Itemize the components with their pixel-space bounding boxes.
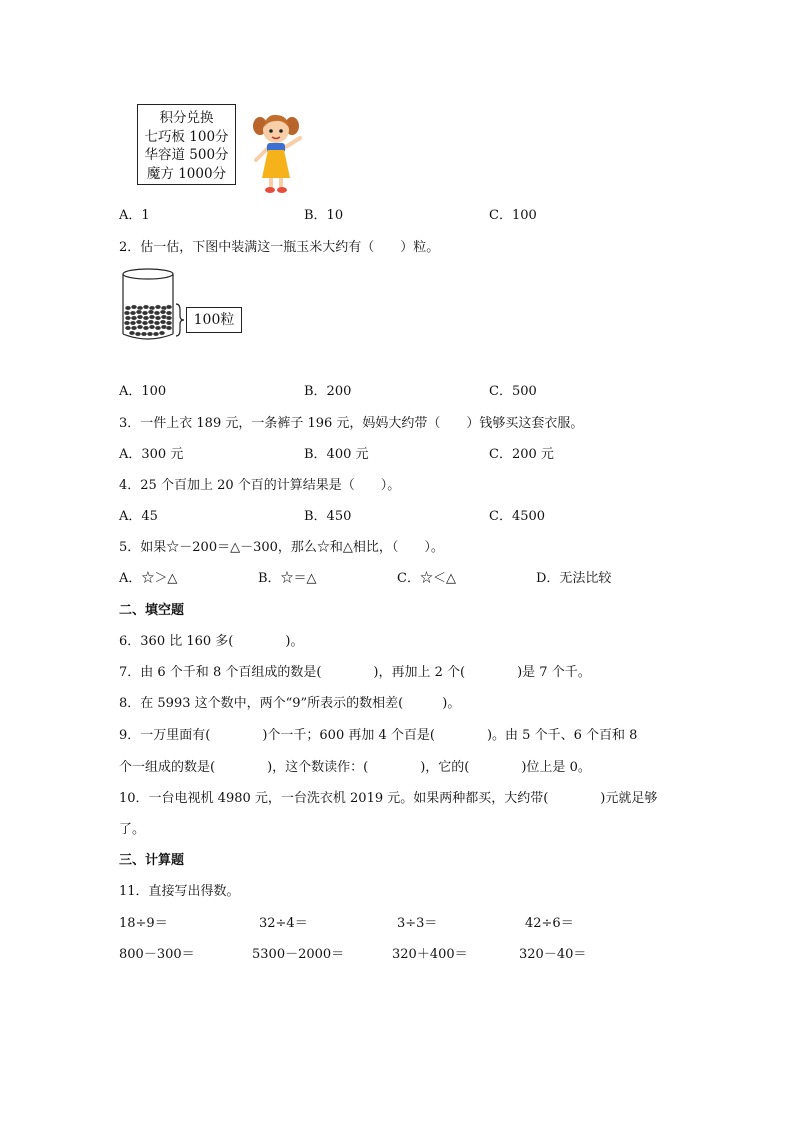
q5-option-d: D．无法比较: [536, 571, 612, 586]
q5-option-c: C．☆＜△: [397, 571, 456, 586]
q1-option-c: C．100: [489, 208, 537, 223]
q1-option-b: B．10: [304, 208, 344, 223]
q5-option-a: A．☆＞△: [119, 571, 178, 586]
section-heading-calculation: 三、计算题: [119, 853, 185, 868]
question-8: 8．在 5993 这个数中，两个“9”所表示的数相差( )。: [119, 696, 461, 711]
question-4: 4．25 个百加上 20 个百的计算结果是（ ）。: [119, 478, 401, 493]
jar-label: 100粒: [186, 307, 242, 333]
corn-jar-illustration: [118, 266, 188, 344]
question-7: 7．由 6 个千和 8 个百组成的数是( )，再加上 2 个( )是 7 个千。: [119, 665, 591, 680]
question-11: 11．直接写出得数。: [119, 884, 240, 899]
section-heading-fill-in: 二、填空题: [119, 603, 185, 618]
question-9-line-1: 9．一万里面有( )个一千；600 再加 4 个百是( )。由 5 个千、6 个百和 8: [119, 728, 638, 743]
question-3: 3．一件上衣 189 元，一条裤子 196 元，妈妈大约带（ ）钱够买这套衣服。: [119, 416, 584, 431]
girl-illustration: [248, 108, 308, 196]
exchange-title: 积分兑换: [159, 110, 214, 126]
q2-option-a: A．100: [119, 384, 167, 399]
calc-item: 5300－2000＝: [252, 947, 345, 962]
q1-option-a: A．1: [119, 208, 150, 223]
exchange-item: 魔方 1000分: [146, 165, 227, 182]
question-6: 6．360 比 160 多( )。: [119, 634, 304, 649]
question-9-line-2: 个一组成的数是( )，这个数读作：( )，它的( )位上是 0。: [119, 760, 591, 775]
calc-item: 32÷4＝: [259, 916, 308, 931]
q2-option-c: C．500: [489, 384, 537, 399]
calc-item: 320－40＝: [519, 947, 587, 962]
q2-option-b: B．200: [304, 384, 352, 399]
exchange-item: 七巧板 100分: [144, 128, 229, 145]
question-5: 5．如果☆－200＝△－300，那么☆和△相比，（ ）。: [119, 540, 444, 555]
calc-item: 800－300＝: [119, 947, 195, 962]
q3-option-a: A．300 元: [119, 447, 184, 462]
question-2: 2．估一估，下图中装满这一瓶玉米大约有（ ）粒。: [119, 240, 440, 255]
q4-option-b: B．450: [304, 509, 352, 524]
question-10-line-1: 10．一台电视机 4980 元，一台洗衣机 2019 元。如果两种都买，大约带( )元就足够: [119, 791, 658, 806]
q4-option-c: C．4500: [489, 509, 546, 524]
q3-option-c: C．200 元: [489, 447, 554, 462]
calc-item: 3÷3＝: [397, 916, 438, 931]
q5-option-b: B．☆＝△: [258, 571, 317, 586]
question-10-line-2: 了。: [119, 822, 146, 837]
calc-item: 320＋400＝: [392, 947, 468, 962]
q4-option-a: A．45: [119, 509, 158, 524]
points-exchange-box: [137, 104, 236, 185]
calc-item: 18÷9＝: [119, 916, 168, 931]
calc-item: 42÷6＝: [525, 916, 574, 931]
exchange-item: 华容道 500分: [144, 147, 229, 163]
q3-option-b: B．400 元: [304, 447, 369, 462]
